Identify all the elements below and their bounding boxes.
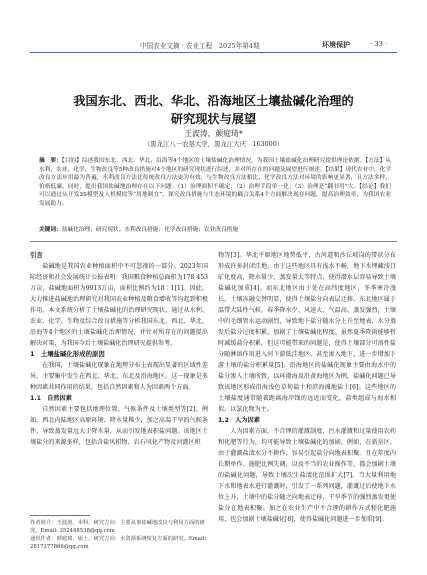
footnote-first-author: 作者简介：王波涛，本科，研究方向：主要从事盐碱地改良与利用方面的研究。Email: 352448538@qq.com — [30, 520, 205, 534]
article-title-line-2: 研究现状与展望 — [170, 112, 257, 126]
keywords-label: 关键词： — [39, 227, 62, 233]
section-1-heading: 1 土壤盐碱化形成的原因 — [30, 350, 105, 358]
article-title-line-1: 我国东北、西北、华北、沿海地区土壤盐碱化治理的 — [73, 94, 354, 108]
section-1-2-paragraph: 人为因素方面，不合理的灌溉制度、污水灌溉和过量使用农药和化肥等行为，均可能导致土壤盐碱化的加剧。例如，在新垦区，由于灌溉盐渍水分不耕作，容易引起盐分向地表积聚。且在年度内长期单作、施肥比例失调，以及不当的农业操作等，都会加剧土壤的盐碱化问题，导致土壤次生盐渍化范围扩大[7]。当大量利用地下水和地表水进行灌溉时，引发了一系列问题，灌溉过后使地下水位上升，土壤中的盐分随之向地表迁移，干旱季节的强烈蒸发更使盐分在地表积聚。加之在农业生产中不合理的耕作方式和化肥施用，也会加剧土壤盐碱化[8]，使得盐碱化问题进一步加重[9]。 — [218, 428, 396, 523]
intro-paragraph: 盐碱地是我国农业种植面积中不可忽视的一部分。2023年国际经济和社会发展统计公报表明：我国粮食种植总面积为178 453万亩，盐碱地面积为9913万亩，面积比例约为18∶1[1]。因此，大力推进盐碱地治理研究对我国农业种植及粮食增收等均起到积极作用。本文系统分析了土壤盐碱化的治理研究现状，通过从水利、农业、化学、生物及综合改良措施等分析我国东北、西北、华北、沿海等4个地区的土壤盐碱化治理情况，并针对所存在的问题提出解决对策，为我国今后土壤盐碱化治理研究提供参考。 — [30, 263, 208, 347]
left-column — [30, 250, 208, 448]
page-header — [0, 0, 427, 54]
abstract — [39, 157, 391, 208]
right-column — [218, 250, 396, 525]
journal-name: 中国农业文摘 · 农业工程 2025年第4期 — [140, 42, 260, 50]
footnote-rule — [30, 515, 90, 516]
section-1-1-heading: 1.1 自然因素 — [30, 395, 72, 402]
section-label: 环境保护 — [322, 40, 350, 49]
abstract-label: 摘 要： — [39, 158, 62, 164]
keywords — [39, 226, 391, 235]
abstract-text: 【目的】综述我国东北、西北、华北、沿海等4个地区的土壤盐碱化治理情况，为我国土壤盐碱化治理研究提供理论依据。【方法】从水利、农业、化学、生物改良等5种改良措施对4个地区的研究现状进行综述，并对所存在的问题及展望进行阐述。【结果】现代农业中，化学改良方法应用最为普遍，水利改良方法比传统改良方法更为有效，与生物改良方法相比，化学改良方法对环境的影响更显著，且方法多样，价格低廉，同时，提出我国盐碱地治理存在以下问题：（1）治理面积不确定；（2）治理手段单一化；（3）治理是“翻书用”大。【结论】我们可以通过从开发3S模型及人机模拟等“用地制宜”，探究改良措施与生态环境的耦合关系4个方面解决现存问题，提高治理效率，为我国农业发展助力。 — [39, 158, 391, 207]
affiliation: （黑龙江八一农垦大学，黑龙江大庆 163000） — [143, 140, 284, 148]
abstract-divider — [30, 241, 397, 242]
footnote-corresponding-author: 通讯作者：颜庭琦，硕士，研究方向：水资源系统恢复方面的研究。Email: 2817377866@qq.com — [30, 536, 207, 550]
section-1-2-heading: 1.2 人为因素 — [218, 417, 260, 424]
page-number: · 33 · — [370, 40, 388, 48]
section-1-1-paragraph: 自然因素主要包括地理位置、气候条件及土壤类型等[2]。例如，西北内陆地区高原环境、降水量稀少，加之高温干旱的气候条件，导致蒸发量远大于降水量，从而引发地表积盐问题。该地区土壤盐分的来源多样，包括含盐风积物、岩石风化产物及河灌区积 — [30, 406, 208, 446]
intro-heading: 引言 — [30, 251, 43, 259]
header-rule — [30, 52, 397, 53]
section-1-paragraph: 在我国，土壤盐碱化现象在地理分布上表现出显著的区域性差异，主要集中发生在西北、华北、东北及沿海地区。这一现象是多种因素共同作用的结果，包括自然因素和人为因素两个方面。 — [30, 362, 208, 391]
author-footnote — [30, 515, 208, 551]
authors: 王波涛，颜庭琦* — [184, 129, 243, 138]
section-1-1-continued: 物等[3]。华北平原地区地势低平，古河道和沙丘坡岗的带状分布形成许多封闭洼地，由于这些地区具有浅水不畅，地下水埋藏浅且矿化度高，降水量少、蒸发量大等特点，使得潜水层容易导致土壤盐碱化加重[4]。而东北地区由于处在高纬度地区，冬季寒冷漫长，土壤冻融交替明显，使得土壤盐分向表层迁移。东北地区属于温带大陆性气候，春季降水少、风速大、气温高、蒸发强烈，土壤中的毛细管水运动剧烈，导致地下盐分随水分上升至地表，水分蒸发后盐分过度积累，加剧了土壤盐碱化程度。虽然夏季降雨能够暂时减缓盐分积累，但这可能带来的问题是，使得土壤部分可溶性盐分随淋溶作用进入河下游低洼地区，甚至渗入地下，进一步增加下游土壤的盐分积累量[5]。沿海地区的盐碱化现象主要由海水中的盐分渗入土壤所致，以环渤海及沿黄海地区为例，盐碱化问题已导致该地区形成沿海浅色草甸盐土和滨海滩地盐土[6]。这些地区的土壤盐度通常随着距离海岸线的远近而变化，盐类组成与海水相似，以氯化物为主。 — [218, 252, 396, 413]
keywords-text: 盐碱化治理；研究现状；水利改良措施；化学改良措施；农业改良措施 — [61, 227, 239, 233]
